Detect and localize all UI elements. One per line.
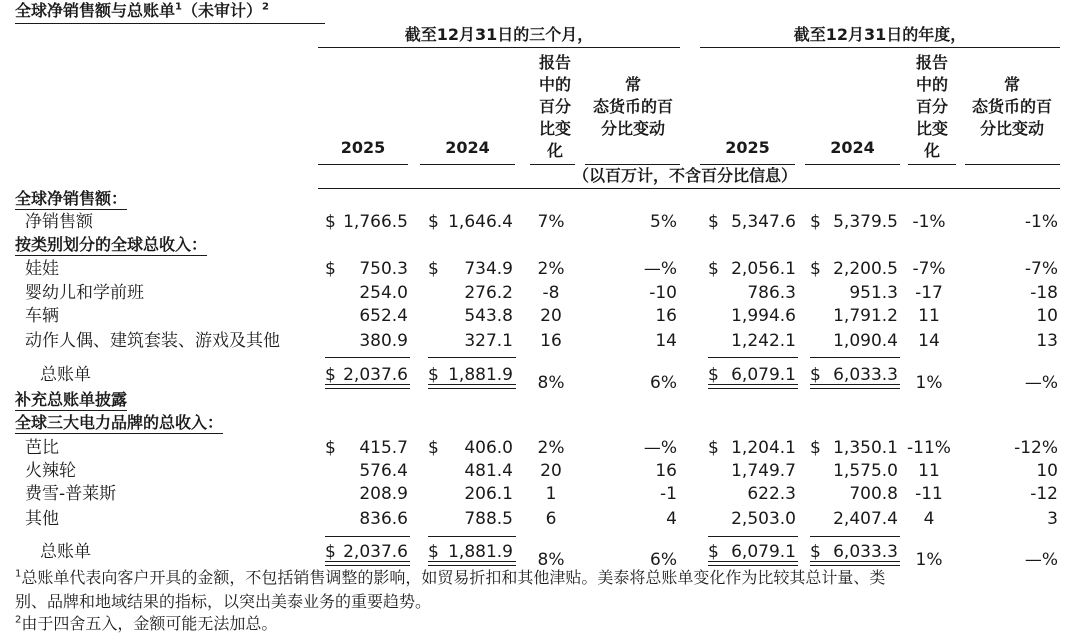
cell-fisherprice-ycc: -12 xyxy=(1030,484,1058,504)
cell-dolls-ycc: -7% xyxy=(1024,259,1058,279)
units-note: （以百万计，不含百分比信息） xyxy=(572,166,797,185)
cell-total1-ycc: —% xyxy=(1024,373,1058,393)
section-revenue-by-category xyxy=(15,237,207,253)
cc-line: 分比变动 xyxy=(600,119,665,138)
header-rule xyxy=(805,164,900,165)
period-header-three-months: 截至12月31日的三个月， xyxy=(404,25,594,44)
cell-net_sales-pct: 7% xyxy=(537,212,565,232)
cell-infant-y2024: 951.3 xyxy=(849,283,898,303)
cell-total1-y2024: 6,033.3 xyxy=(833,365,898,385)
total-double-rule xyxy=(428,384,516,389)
cell-fisherprice-v2025: 208.9 xyxy=(359,484,408,504)
cell-net_sales-y2025: 5,347.6 xyxy=(731,212,796,232)
cell-barbie-v2024: 406.0 xyxy=(464,438,513,458)
cell-total2-cur2: $ xyxy=(428,542,439,562)
cell-vehicles-y2025: 1,994.6 xyxy=(731,306,796,326)
reported-change-header-year xyxy=(907,52,957,162)
cell-other-v2024: 788.5 xyxy=(464,509,513,529)
cell-total1-v2025: 2,037.6 xyxy=(343,365,408,385)
cell-net_sales-cur2: $ xyxy=(428,212,439,232)
cell-total1-label: 总账单 xyxy=(40,365,91,385)
footnote-2 xyxy=(15,616,277,632)
cell-action-y2025: 1,242.1 xyxy=(731,331,796,351)
cell-total1-ypct: 1% xyxy=(915,373,943,393)
cell-total1-cc: 6% xyxy=(650,373,677,393)
cell-net_sales-v2024: 1,646.4 xyxy=(448,212,513,232)
total-double-rule xyxy=(325,561,410,566)
cell-net_sales-cur1: $ xyxy=(325,212,336,232)
cell-other-ypct: 4 xyxy=(923,509,935,529)
cell-barbie-ycc: -12% xyxy=(1014,438,1058,458)
cell-dolls-ypct: -7% xyxy=(912,259,946,279)
title-footnote-1: 1 xyxy=(175,1,182,13)
cell-fisherprice-pct: 1 xyxy=(545,484,557,504)
reported-change-line: 中的 xyxy=(538,75,571,94)
cell-barbie-pct: 2% xyxy=(537,438,565,458)
cell-action-y2024: 1,090.4 xyxy=(833,331,898,351)
cell-hotwheels-v2024: 481.4 xyxy=(464,461,513,481)
cell-total1-ycur2: $ xyxy=(810,365,821,385)
constant-currency-header-3m xyxy=(583,74,683,140)
cc-line: 常 xyxy=(1003,75,1020,94)
cell-total2-label: 总账单 xyxy=(40,542,91,562)
header-rule xyxy=(700,164,795,165)
cell-dolls-y2025: 2,056.1 xyxy=(731,259,796,279)
cell-barbie-ycur1: $ xyxy=(708,438,719,458)
cell-total1-cur1: $ xyxy=(325,365,336,385)
footnote-marker: 2 xyxy=(15,614,22,626)
units-rule xyxy=(318,188,1060,189)
page-title xyxy=(15,3,269,19)
cell-total1-pct: 8% xyxy=(537,373,565,393)
cell-total2-y2024: 6,033.3 xyxy=(833,542,898,562)
cell-infant-v2024: 276.2 xyxy=(464,283,513,303)
period-rule-three-months xyxy=(318,47,680,48)
section-power-brands xyxy=(15,415,223,431)
cell-action-ycc: 13 xyxy=(1036,331,1058,351)
section-supplemental xyxy=(15,392,127,408)
cell-other-ycc: 3 xyxy=(1047,509,1058,529)
cell-net_sales-cc: 5% xyxy=(650,212,677,232)
cell-fisherprice-y2025: 622.3 xyxy=(747,484,796,504)
cell-vehicles-ypct: 11 xyxy=(918,306,940,326)
subtotal-rule xyxy=(810,357,900,358)
cell-total2-cur1: $ xyxy=(325,542,336,562)
total-double-rule xyxy=(708,561,798,566)
cell-action-v2024: 327.1 xyxy=(464,331,513,351)
cell-hotwheels-pct: 20 xyxy=(540,461,562,481)
cell-other-v2025: 836.6 xyxy=(359,509,408,529)
subtotal-rule xyxy=(325,536,410,537)
reported-change-line: 百分 xyxy=(538,97,571,116)
cell-other-y2024: 2,407.4 xyxy=(833,509,898,529)
cell-total1-y2025: 6,079.1 xyxy=(731,365,796,385)
cell-infant-pct: -8 xyxy=(542,283,560,303)
cell-dolls-cc: —% xyxy=(643,259,677,279)
cc-line: 分比变动 xyxy=(979,119,1044,138)
cell-vehicles-y2024: 1,791.2 xyxy=(833,306,898,326)
header-rule xyxy=(318,164,408,165)
cell-barbie-ycur2: $ xyxy=(810,438,821,458)
title-text: 全球净销售额与总账单 xyxy=(15,1,176,20)
title-footnote-2: 2 xyxy=(262,1,269,13)
cell-vehicles-ycc: 10 xyxy=(1036,306,1058,326)
total-double-rule xyxy=(325,384,410,389)
total-double-rule xyxy=(428,561,516,566)
reported-change-line: 中的 xyxy=(915,75,948,94)
cell-dolls-ycur1: $ xyxy=(708,259,719,279)
cell-hotwheels-y2025: 1,749.7 xyxy=(731,461,796,481)
cell-net_sales-ycc: -1% xyxy=(1024,212,1058,232)
header-rule xyxy=(420,164,515,165)
cell-other-cc: 4 xyxy=(666,509,677,529)
cell-hotwheels-y2024: 1,575.0 xyxy=(833,461,898,481)
cell-vehicles-pct: 20 xyxy=(540,306,562,326)
cell-dolls-pct: 2% xyxy=(537,259,565,279)
cell-total2-ycc: —% xyxy=(1024,550,1058,570)
cell-other-label: 其他 xyxy=(25,509,59,529)
total-double-rule xyxy=(708,384,798,389)
cell-total2-v2024: 1,881.9 xyxy=(448,542,513,562)
cell-total1-ycur1: $ xyxy=(708,365,719,385)
title-rule xyxy=(15,23,325,24)
section-label: 补充总账单披露 xyxy=(15,390,128,409)
cell-infant-ypct: -17 xyxy=(915,283,943,303)
cell-net_sales-label: 净销售额 xyxy=(25,212,93,232)
footnote-text: 总账单代表向客户开具的金额，不包括销售调整的影响，如贸易折扣和其他津贴。美泰将总账单变化作为比较其总计量、类 xyxy=(21,568,886,587)
cell-other-y2025: 2,503.0 xyxy=(731,509,796,529)
cell-other-pct: 6 xyxy=(545,509,557,529)
total-double-rule xyxy=(810,561,900,566)
subtotal-rule xyxy=(708,357,798,358)
cell-total2-y2025: 6,079.1 xyxy=(731,542,796,562)
cell-net_sales-ycur2: $ xyxy=(810,212,821,232)
cell-dolls-y2024: 2,200.5 xyxy=(833,259,898,279)
cell-vehicles-cc: 16 xyxy=(655,306,677,326)
cell-barbie-cur2: $ xyxy=(428,438,439,458)
footnote-1-line-2: 别、品牌和地域结果的指标，以突出美泰业务的重要趋势。 xyxy=(15,592,432,611)
cell-vehicles-label: 车辆 xyxy=(25,306,59,326)
header-rule xyxy=(908,164,956,165)
section-label: 按类别划分的全球总收入： xyxy=(15,235,208,254)
col-2025-year: 2025 xyxy=(725,138,770,157)
col-2025-3m: 2025 xyxy=(340,138,386,157)
header-rule xyxy=(530,164,575,165)
cell-hotwheels-ycc: 10 xyxy=(1036,461,1058,481)
cell-total2-v2025: 2,037.6 xyxy=(343,542,408,562)
cell-dolls-v2024: 734.9 xyxy=(464,259,513,279)
period-header-year: 截至12月31日的年度， xyxy=(793,25,967,44)
footnote-text: 由于四舍五入，金额可能无法加总。 xyxy=(21,614,278,633)
cell-net_sales-v2025: 1,766.5 xyxy=(343,212,408,232)
cell-barbie-ypct: -11% xyxy=(907,438,951,458)
cell-dolls-cur1: $ xyxy=(325,259,336,279)
cell-infant-y2025: 786.3 xyxy=(747,283,796,303)
cell-hotwheels-ypct: 11 xyxy=(918,461,940,481)
cell-net_sales-y2024: 5,379.5 xyxy=(833,212,898,232)
reported-change-line: 化 xyxy=(546,141,563,160)
subtotal-rule xyxy=(428,357,516,358)
cell-fisherprice-label: 费雪-普莱斯 xyxy=(25,484,117,504)
cell-total2-cc: 6% xyxy=(650,550,677,570)
section-global-net-sales xyxy=(15,191,127,207)
cell-fisherprice-v2024: 206.1 xyxy=(464,484,513,504)
cell-dolls-ycur2: $ xyxy=(810,259,821,279)
cell-fisherprice-y2024: 700.8 xyxy=(849,484,898,504)
cell-net_sales-ycur1: $ xyxy=(708,212,719,232)
cell-total2-pct: 8% xyxy=(537,550,565,570)
reported-change-line: 百分 xyxy=(915,97,948,116)
cell-action-cc: 14 xyxy=(655,331,677,351)
cell-total2-ycur1: $ xyxy=(708,542,719,562)
cell-barbie-v2025: 415.7 xyxy=(359,438,408,458)
reported-change-line: 报告 xyxy=(915,53,948,72)
period-rule-year xyxy=(700,47,1060,48)
subtotal-rule xyxy=(810,536,900,537)
cell-barbie-y2025: 1,204.1 xyxy=(731,438,796,458)
cell-barbie-cur1: $ xyxy=(325,438,336,458)
title-suffix: （未审计） xyxy=(181,1,262,20)
col-2024-3m: 2024 xyxy=(445,138,490,157)
cell-infant-cc: -10 xyxy=(649,283,677,303)
col-2024-year: 2024 xyxy=(830,138,875,157)
cell-total2-ycur2: $ xyxy=(810,542,821,562)
cell-barbie-y2024: 1,350.1 xyxy=(833,438,898,458)
reported-change-header-3m xyxy=(530,52,580,162)
cell-vehicles-v2025: 652.4 xyxy=(359,306,408,326)
cell-dolls-label: 娃娃 xyxy=(25,259,59,279)
subtotal-rule xyxy=(708,536,798,537)
cell-action-pct: 16 xyxy=(540,331,562,351)
cell-net_sales-ypct: -1% xyxy=(912,212,946,232)
cell-fisherprice-cc: -1 xyxy=(660,484,677,504)
cell-dolls-cur2: $ xyxy=(428,259,439,279)
cell-barbie-cc: —% xyxy=(643,438,677,458)
reported-change-line: 比变 xyxy=(915,119,948,138)
cell-barbie-label: 芭比 xyxy=(25,438,59,458)
section-label: 全球三大电力品牌的总收入： xyxy=(15,413,224,432)
cell-hotwheels-cc: 16 xyxy=(655,461,677,481)
header-rule xyxy=(585,164,680,165)
cc-line: 态货币的百 xyxy=(971,97,1052,116)
cell-total2-ypct: 1% xyxy=(915,550,943,570)
cell-fisherprice-ypct: -11 xyxy=(915,484,943,504)
footnote-1-line-1 xyxy=(15,570,885,586)
subtotal-rule xyxy=(325,357,410,358)
reported-change-line: 报告 xyxy=(538,53,571,72)
cell-vehicles-v2024: 543.8 xyxy=(464,306,513,326)
cell-total1-cur2: $ xyxy=(428,365,439,385)
footnote-marker: 1 xyxy=(15,568,22,580)
cell-hotwheels-v2025: 576.4 xyxy=(359,461,408,481)
cell-infant-label: 婴幼儿和学前班 xyxy=(25,283,144,303)
constant-currency-header-year xyxy=(962,74,1062,140)
cell-action-v2025: 380.9 xyxy=(359,331,408,351)
cell-total1-v2024: 1,881.9 xyxy=(448,365,513,385)
cell-infant-v2025: 254.0 xyxy=(359,283,408,303)
reported-change-line: 化 xyxy=(923,141,940,160)
subtotal-rule xyxy=(428,536,516,537)
total-double-rule xyxy=(810,384,900,389)
section-label: 全球净销售额： xyxy=(15,189,128,208)
header-rule xyxy=(965,164,1060,165)
cell-infant-ycc: -18 xyxy=(1030,283,1058,303)
reported-change-line: 比变 xyxy=(538,119,571,138)
cc-line: 常 xyxy=(624,75,641,94)
cell-hotwheels-label: 火辣轮 xyxy=(25,461,76,481)
cc-line: 态货币的百 xyxy=(592,97,673,116)
cell-action-label: 动作人偶、建筑套装、游戏及其他 xyxy=(25,331,280,351)
cell-action-ypct: 14 xyxy=(918,331,940,351)
cell-dolls-v2025: 750.3 xyxy=(359,259,408,279)
